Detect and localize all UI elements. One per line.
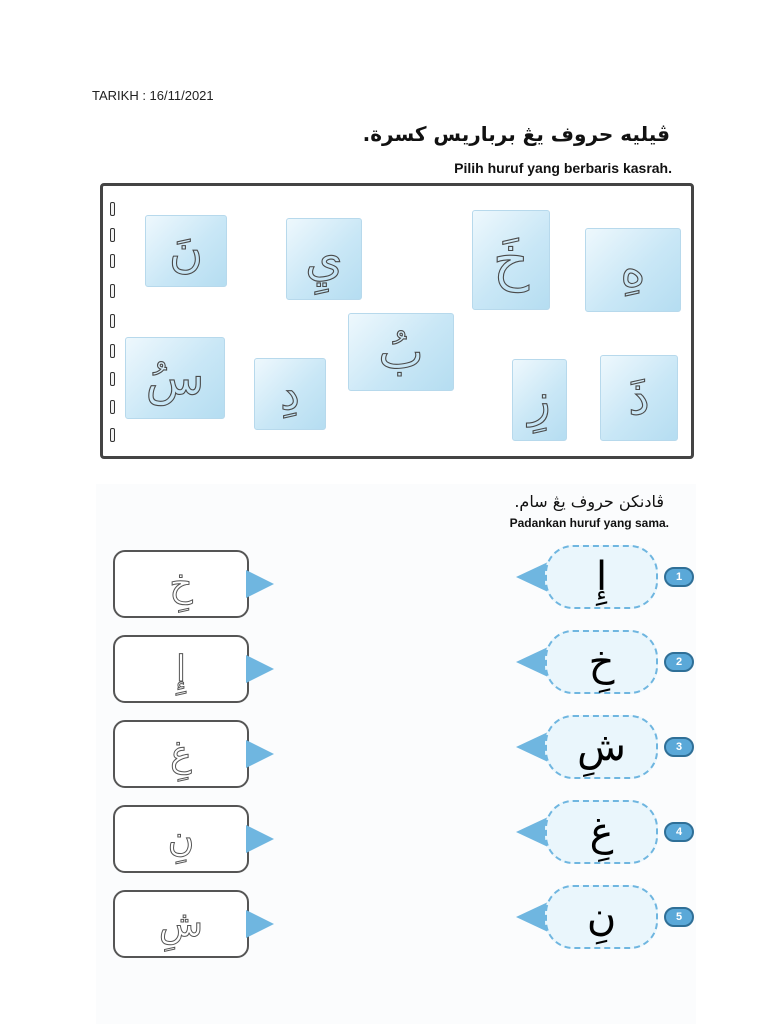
binder-ring (110, 284, 115, 298)
section1-title-rumi: Pilih huruf yang berbaris kasrah. (454, 160, 672, 176)
binder-ring (110, 428, 115, 442)
letter-tile[interactable]: دِ (254, 358, 326, 430)
right-pointer (516, 817, 548, 847)
right-pointer (516, 732, 548, 762)
binder-ring (110, 228, 115, 242)
binder-ring (110, 344, 115, 358)
item-number-badge: 1 (664, 567, 694, 587)
match-left-card[interactable]: غِ (113, 720, 249, 788)
match-right-card[interactable]: غِ (545, 800, 658, 864)
match-right-card[interactable]: خِ (545, 630, 658, 694)
left-pointer (246, 825, 274, 853)
item-number-badge: 4 (664, 822, 694, 842)
binder-ring (110, 400, 115, 414)
match-left-card[interactable]: نِ (113, 805, 249, 873)
item-number-badge: 5 (664, 907, 694, 927)
match-left-card[interactable]: شِ (113, 890, 249, 958)
section2-title-rumi: Padankan huruf yang sama. (509, 516, 669, 530)
binder-ring (110, 372, 115, 386)
letter-tile[interactable]: هِ (585, 228, 681, 312)
letter-tile[interactable]: زِ (512, 359, 567, 441)
section2-title-jawi: ڤادنکن حروف يڠ سام. (514, 492, 664, 511)
right-pointer (516, 902, 548, 932)
right-pointer (516, 647, 548, 677)
match-right-card[interactable]: شِ (545, 715, 658, 779)
section1-title-jawi: ڤيليه حروف يڠ برباريس کسرة. (362, 122, 670, 146)
letter-tile[interactable]: ذَ (600, 355, 678, 441)
item-number-badge: 3 (664, 737, 694, 757)
item-number-badge: 2 (664, 652, 694, 672)
match-left-card[interactable]: خِ (113, 550, 249, 618)
left-pointer (246, 910, 274, 938)
left-pointer (246, 740, 274, 768)
binder-ring (110, 254, 115, 268)
letter-tile[interactable]: يِ (286, 218, 362, 300)
letter-tile[interactable]: سُ (125, 337, 225, 419)
letter-tile[interactable]: خَ (472, 210, 550, 310)
date-label: TARIKH : 16/11/2021 (92, 88, 214, 103)
binder-ring (110, 314, 115, 328)
left-pointer (246, 655, 274, 683)
left-pointer (246, 570, 274, 598)
match-left-card[interactable]: إِ (113, 635, 249, 703)
match-right-card[interactable]: إِ (545, 545, 658, 609)
right-pointer (516, 562, 548, 592)
match-right-card[interactable]: نِ (545, 885, 658, 949)
letter-tile[interactable]: بُ (348, 313, 454, 391)
binder-ring (110, 202, 115, 216)
letter-tile[interactable]: نَ (145, 215, 227, 287)
